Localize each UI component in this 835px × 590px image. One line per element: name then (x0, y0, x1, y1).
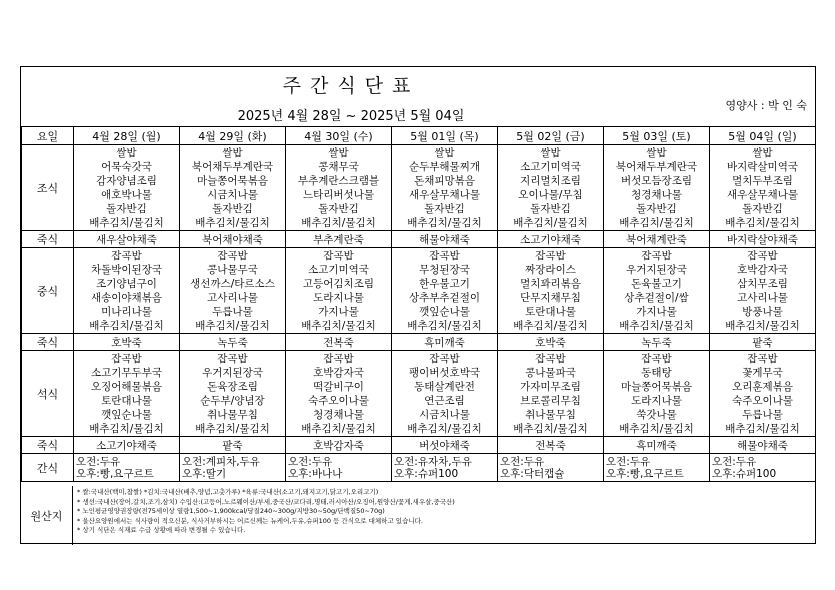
menu-item: 배추김치/물김치 (619, 422, 694, 435)
menu-item: 오전:두유 (288, 455, 333, 468)
menu-item: 잡곡밥 (641, 249, 672, 262)
menu-item: 배추김치/물김치 (89, 319, 164, 332)
menu-item: 잡곡밥 (217, 352, 248, 365)
menu-cell: 북어채계란죽 (604, 231, 710, 248)
menu-item: 가지나물 (636, 305, 677, 318)
menu-item: 우거지된장국 (202, 366, 263, 379)
menu-item: 도라지나물 (631, 394, 682, 407)
menu-cell (74, 454, 180, 482)
menu-item: 오후:빵,요구르트 (76, 467, 154, 480)
menu-item: 잡곡밥 (535, 352, 566, 365)
origin-note: * 울산요양원에서는 식사량이 적으신분, 식사거부하시는 어르신께는 뉴케어,두유,슈퍼100 등 간식으로 대체하고 있습니다. (77, 516, 423, 525)
menu-item: 생선까스/타르소스 (190, 277, 275, 290)
menu-item: 마늘쫑어묵볶음 (620, 380, 692, 393)
menu-item: 잡곡밥 (217, 249, 248, 262)
menu-item: 돌자반김 (530, 202, 571, 215)
menu-cell: 버섯야채죽 (392, 437, 498, 454)
menu-item: 잡곡밥 (323, 352, 354, 365)
menu-item: 차돌박이된장국 (90, 263, 162, 276)
menu-item: 돈채피망볶음 (414, 174, 475, 187)
menu-cell (392, 351, 498, 437)
menu-item: 시금치나물 (419, 408, 470, 421)
menu-item: 취나물무침 (207, 408, 258, 421)
menu-cell (604, 351, 710, 437)
menu-item: 오전:두유 (712, 455, 757, 468)
column-header: 요일 (22, 127, 74, 145)
menu-item: 고사리나물 (737, 291, 788, 304)
menu-cell (286, 454, 392, 482)
menu-item: 상추겉절이/쌈 (624, 291, 689, 304)
menu-item: 애호박나물 (101, 188, 152, 201)
menu-item: 배추김치/물김치 (407, 422, 482, 435)
menu-item: 순두부해물찌개 (408, 160, 480, 173)
dinner-porridge-row (22, 437, 816, 454)
menu-item: 버섯모듬장조림 (620, 174, 692, 187)
menu-item: 잡곡밥 (641, 352, 672, 365)
menu-cell (392, 145, 498, 231)
menu-item: 쌀밥 (328, 146, 349, 159)
menu-item: 취나물무침 (525, 408, 576, 421)
menu-item: 돌자반김 (424, 202, 465, 215)
menu-cell (286, 248, 392, 334)
menu-item: 가자미무조림 (520, 380, 581, 393)
menu-item: 마늘쫑어묵볶음 (196, 174, 268, 187)
lunch-porridge-row (22, 334, 816, 351)
menu-cell: 새우살야채죽 (74, 231, 180, 248)
menu-item: 깻잎순나물 (419, 305, 470, 318)
menu-cell (710, 454, 816, 482)
meal-label: 죽식 (22, 334, 74, 351)
menu-item: 배추김치/물김치 (619, 216, 694, 229)
dinner-row (22, 351, 816, 437)
menu-item: 오후:닥터캡슐 (500, 467, 565, 480)
menu-item: 오전:두유 (606, 455, 651, 468)
menu-item: 청경채나물 (313, 408, 364, 421)
menu-item: 오후:바나나 (288, 467, 343, 480)
menu-item: 오징어해물볶음 (90, 380, 162, 393)
menu-cell: 북어채야채죽 (180, 231, 286, 248)
menu-item: 잡곡밥 (747, 352, 778, 365)
origin-label: 원산지 (21, 486, 73, 545)
menu-item: 배추김치/물김치 (89, 422, 164, 435)
menu-cell: 해물야채죽 (710, 437, 816, 454)
menu-item: 배추김치/물김치 (513, 319, 588, 332)
menu-item: 오전:두유 (500, 455, 545, 468)
menu-item: 감자양념조림 (96, 174, 157, 187)
menu-item: 북어채두부계란국 (191, 160, 274, 173)
menu-cell (392, 454, 498, 482)
menu-item: 돌자반김 (212, 202, 253, 215)
menu-cell (604, 454, 710, 482)
menu-item: 쌀밥 (540, 146, 561, 159)
menu-item: 배추김치/물김치 (195, 216, 270, 229)
menu-item: 팽이버섯호박국 (408, 366, 480, 379)
menu-item: 오전:두유 (76, 455, 121, 468)
meal-label: 조식 (22, 145, 74, 231)
menu-cell (604, 145, 710, 231)
morning-porridge-row (22, 231, 816, 248)
menu-item: 새우살무채나물 (726, 188, 798, 201)
menu-item: 한우불고기 (419, 277, 470, 290)
menu-cell (498, 248, 604, 334)
menu-item: 방풍나물 (742, 305, 783, 318)
weekly-menu-table (21, 126, 816, 482)
menu-cell (180, 248, 286, 334)
menu-item: 쌀밥 (222, 146, 243, 159)
menu-item: 지리멸치조림 (520, 174, 581, 187)
menu-item: 고등어김치조림 (302, 277, 374, 290)
menu-item: 깻잎순나물 (101, 408, 152, 421)
menu-item: 호박감자국 (737, 263, 788, 276)
menu-item: 배추김치/물김치 (301, 216, 376, 229)
menu-cell (498, 454, 604, 482)
menu-item: 콩채무국 (318, 160, 359, 173)
menu-item: 동태살계란전 (414, 380, 475, 393)
menu-item: 멸치두부조림 (732, 174, 793, 187)
menu-cell: 소고기야채죽 (498, 231, 604, 248)
menu-item: 배추김치/물김치 (195, 422, 270, 435)
menu-item: 오후:딸기 (182, 467, 227, 480)
column-header: 5월 03일 (토) (604, 127, 710, 145)
menu-item: 꽃게무국 (742, 366, 783, 379)
menu-item: 쌀밥 (116, 146, 137, 159)
menu-cell: 전복죽 (286, 334, 392, 351)
menu-item: 쌀밥 (646, 146, 667, 159)
menu-item: 배추김치/물김치 (725, 216, 800, 229)
menu-item: 배추김치/물김치 (513, 422, 588, 435)
menu-item: 돈육장조림 (207, 380, 258, 393)
menu-item: 소고기미역국 (308, 263, 369, 276)
menu-item: 오후:슈퍼100 (712, 467, 777, 480)
menu-cell: 흑미깨죽 (392, 334, 498, 351)
menu-cell: 호박감자죽 (286, 437, 392, 454)
column-header: 4월 30일 (수) (286, 127, 392, 145)
menu-item: 돌자반김 (318, 202, 359, 215)
menu-item: 숙주오이나물 (308, 394, 369, 407)
menu-cell: 바지락살야채죽 (710, 231, 816, 248)
origin-note: * 쌀:국내산(백미,찹쌀) *김치:국내산(배추,양념,고춧가루) *육류:국내산(소고기,돼지고기,닭고기,오리고기) (77, 488, 379, 496)
menu-item: 두릅나물 (742, 408, 783, 421)
menu-item: 떡갈비구이 (313, 380, 364, 393)
menu-cell (180, 454, 286, 482)
lunch-row (22, 248, 816, 334)
menu-item: 오후:슈퍼100 (394, 467, 459, 480)
menu-item: 오후:빵,요구르트 (606, 467, 684, 480)
menu-item: 토란대나물 (525, 305, 576, 318)
menu-item: 돈육불고기 (631, 277, 682, 290)
menu-item: 배추김치/물김치 (195, 319, 270, 332)
menu-item: 잡곡밥 (111, 249, 142, 262)
menu-cell (604, 248, 710, 334)
menu-cell (286, 145, 392, 231)
meal-label: 죽식 (22, 231, 74, 248)
column-header: 5월 04일 (일) (710, 127, 816, 145)
menu-item: 바지락살미역국 (726, 160, 798, 173)
menu-item: 콩나물파국 (525, 366, 576, 379)
meal-label: 죽식 (22, 437, 74, 454)
menu-item: 잡곡밥 (429, 352, 460, 365)
menu-item: 오전:유자차,두유 (394, 455, 472, 468)
menu-item: 돌자반김 (742, 202, 783, 215)
menu-item: 오전:계피차,두유 (182, 455, 260, 468)
menu-item: 배추김치/물김치 (513, 216, 588, 229)
menu-cell (74, 248, 180, 334)
menu-cell: 흑미깨죽 (604, 437, 710, 454)
column-header: 4월 28일 (월) (74, 127, 180, 145)
menu-item: 어묵숙갓국 (101, 160, 152, 173)
menu-cell (710, 248, 816, 334)
menu-item: 두릅나물 (212, 305, 253, 318)
menu-item: 쌀밥 (752, 146, 773, 159)
menu-item: 고사리나물 (207, 291, 258, 304)
column-header: 5월 01일 (목) (392, 127, 498, 145)
menu-cell: 호박죽 (498, 334, 604, 351)
menu-item: 배추김치/물김치 (89, 216, 164, 229)
column-header: 5월 02일 (금) (498, 127, 604, 145)
meal-label: 간식 (22, 454, 74, 482)
menu-item: 느타리버섯나물 (302, 188, 374, 201)
menu-item: 돌자반김 (106, 202, 147, 215)
meal-label: 중식 (22, 248, 74, 334)
menu-item: 토란대나물 (101, 394, 152, 407)
menu-cell (392, 248, 498, 334)
menu-item: 삼치무조림 (737, 277, 788, 290)
menu-item: 멸치꽈리볶음 (520, 277, 581, 290)
menu-item: 배추김치/물김치 (725, 422, 800, 435)
menu-item: 오리훈제볶음 (732, 380, 793, 393)
menu-item: 배추김치/물김치 (407, 319, 482, 332)
menu-item: 도라지나물 (313, 291, 364, 304)
meal-label: 석식 (22, 351, 74, 437)
menu-item: 잡곡밥 (535, 249, 566, 262)
breakfast-row (22, 145, 816, 231)
menu-item: 청경채나물 (631, 188, 682, 201)
menu-item: 배추김치/물김치 (301, 319, 376, 332)
menu-item: 동태탕 (641, 366, 672, 379)
menu-item: 호박감자국 (313, 366, 364, 379)
menu-item: 소고기미역국 (520, 160, 581, 173)
menu-sheet (20, 66, 816, 544)
menu-item: 단무지채무침 (520, 291, 581, 304)
menu-item: 배추김치/물김치 (725, 319, 800, 332)
menu-item: 상추부추겉절이 (408, 291, 480, 304)
menu-item: 순두부/양념장 (200, 394, 265, 407)
menu-cell: 팥죽 (180, 437, 286, 454)
menu-cell: 팥죽 (710, 334, 816, 351)
menu-item: 쌀밥 (434, 146, 455, 159)
menu-item: 잡곡밥 (747, 249, 778, 262)
snack-row (22, 454, 816, 482)
menu-item: 가지나물 (318, 305, 359, 318)
origin-notes (77, 488, 455, 536)
menu-item: 부추계란스크램블 (297, 174, 380, 187)
menu-cell: 녹두죽 (604, 334, 710, 351)
menu-item: 새우살무채나물 (408, 188, 480, 201)
menu-item: 시금치나물 (207, 188, 258, 201)
dietitian-label: 영양사 : 박 인 숙 (725, 99, 807, 112)
page-title: 주간식단표 (282, 75, 420, 97)
column-header: 4월 29일 (화) (180, 127, 286, 145)
menu-cell (74, 351, 180, 437)
menu-cell: 녹두죽 (180, 334, 286, 351)
menu-item: 짜장라이스 (525, 263, 576, 276)
menu-cell (498, 145, 604, 231)
menu-item: 무청된장국 (419, 263, 470, 276)
menu-item: 북어채두부계란국 (615, 160, 698, 173)
period-label: 2025년 4월 28일 ~ 2025년 5월 04일 (237, 109, 465, 124)
menu-cell: 전복죽 (498, 437, 604, 454)
header-row (22, 127, 816, 145)
menu-item: 잡곡밥 (111, 352, 142, 365)
menu-cell (710, 351, 816, 437)
origin-note: * 상기 식단은 식재료 수급 상황에 따라 변경될 수 있습니다. (77, 526, 246, 534)
menu-item: 숙주오이나물 (732, 394, 793, 407)
menu-item: 배추김치/물김치 (301, 422, 376, 435)
menu-cell (180, 351, 286, 437)
menu-item: 잡곡밥 (429, 249, 460, 262)
menu-cell: 호박죽 (74, 334, 180, 351)
menu-cell (286, 351, 392, 437)
menu-cell (180, 145, 286, 231)
origin-note: * 노인평균영양권장량(전75세이상 열량1,500~1,900kcal/당질240~300g/지방30~50g/단백질50~70g) (77, 507, 385, 515)
menu-item: 배추김치/물김치 (619, 319, 694, 332)
menu-item: 오이나물/무침 (518, 188, 583, 201)
origin-note: * 생선:국내산(장어,갈치,조기,삼치) 수입산:(고등어,노르웨이산/부세,중국산/코다리,명태,러시아산/오징어,원양산/꽃게,새우살,중국산) (77, 497, 455, 506)
menu-item: 조기양념구이 (96, 277, 157, 290)
menu-item: 소고기무두부국 (90, 366, 162, 379)
menu-item: 콩나물무국 (207, 263, 258, 276)
menu-cell (498, 351, 604, 437)
menu-item: 돌자반김 (636, 202, 677, 215)
menu-item: 새송이야채볶음 (90, 291, 162, 304)
menu-cell (74, 145, 180, 231)
menu-cell: 부추계란죽 (286, 231, 392, 248)
menu-cell: 소고기야채죽 (74, 437, 180, 454)
menu-item: 미나리나물 (101, 305, 152, 318)
menu-item: 우거지된장국 (626, 263, 687, 276)
menu-item: 쑥갓나물 (636, 408, 677, 421)
menu-item: 브로콜리무침 (520, 394, 581, 407)
menu-cell: 해물야채죽 (392, 231, 498, 248)
menu-item: 잡곡밥 (323, 249, 354, 262)
menu-item: 배추김치/물김치 (407, 216, 482, 229)
menu-item: 연근조림 (424, 394, 465, 407)
menu-cell (710, 145, 816, 231)
